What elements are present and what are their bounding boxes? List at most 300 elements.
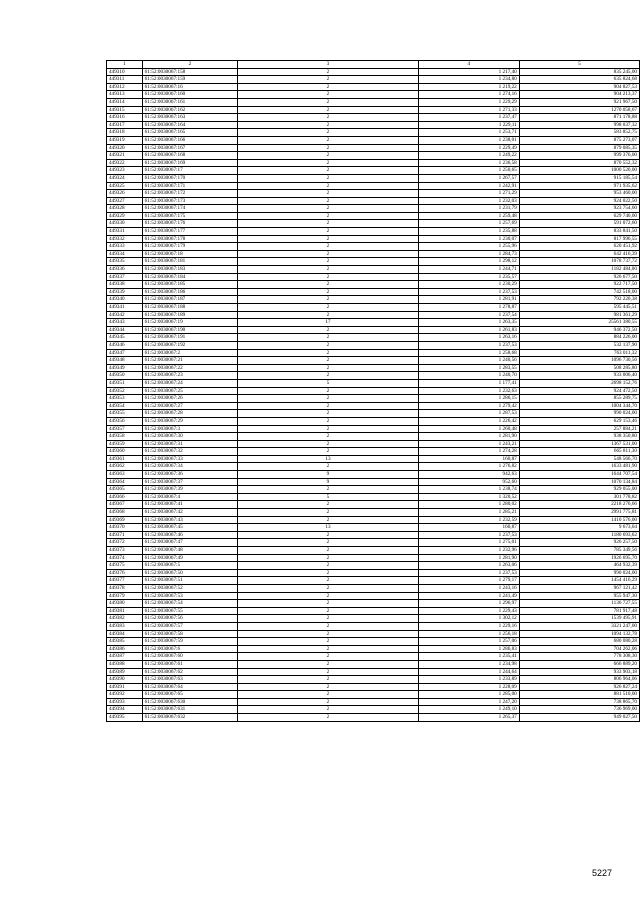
table-row	[107, 205, 640, 213]
table-row	[107, 714, 640, 722]
cadastral-number-cell: 61:52:0030067:17	[142, 167, 238, 175]
cadastral-number-cell: 61:52:0030067:174	[142, 205, 238, 213]
value-cell: 933 903,18	[519, 668, 639, 676]
area-cell: 1 237,54	[418, 311, 519, 319]
row-id-cell: 449317	[107, 121, 143, 129]
cadastral-number-cell: 61:52:0030067:192	[142, 341, 238, 349]
row-id-cell: 449387	[107, 653, 143, 661]
row-id-cell: 449340	[107, 296, 143, 304]
cadastral-number-cell: 61:52:0030067:186	[142, 288, 238, 296]
row-id-cell: 449351	[107, 379, 143, 387]
area-cell: 1 263,16	[418, 334, 519, 342]
table-row	[107, 341, 640, 349]
count-cell: 17	[238, 319, 419, 327]
value-cell: 665 811,30	[519, 448, 639, 456]
area-cell: 1 261,83	[418, 326, 519, 334]
cadastral-number-cell: 61:52:0030067:175	[142, 212, 238, 220]
area-cell: 1 231,79	[418, 205, 519, 213]
count-cell: 2	[238, 182, 419, 190]
value-cell: 921 967,50	[519, 98, 639, 106]
count-cell: 2	[238, 243, 419, 251]
table-row	[107, 448, 640, 456]
count-cell: 2	[238, 433, 419, 441]
value-cell: 1078 737,72	[519, 258, 639, 266]
value-cell: 583 852,75	[519, 129, 639, 137]
count-cell: 2	[238, 174, 419, 182]
table-row	[107, 349, 640, 357]
row-id-cell: 449319	[107, 136, 143, 144]
row-id-cell: 449346	[107, 341, 143, 349]
row-id-cell: 449331	[107, 228, 143, 236]
cadastral-number-cell: 61:52:0030067:57	[142, 622, 238, 630]
table-row	[107, 144, 640, 152]
value-cell: 1644 707,54	[519, 471, 639, 479]
table-row	[107, 266, 640, 274]
cadastral-number-cell: 61:52:0030067:46	[142, 531, 238, 539]
count-cell: 2	[238, 577, 419, 585]
table-row	[107, 622, 640, 630]
table-header-row	[107, 61, 640, 69]
cadastral-number-cell: 61:52:0030067:36	[142, 471, 238, 479]
value-cell: 924 022,50	[519, 197, 639, 205]
row-id-cell: 449365	[107, 486, 143, 494]
value-cell: 955 947,30	[519, 592, 639, 600]
row-id-cell: 449343	[107, 319, 143, 327]
cadastral-number-cell: 61:52:0030067:53	[142, 592, 238, 600]
cadastral-number-cell: 61:52:0030067:187	[142, 296, 238, 304]
area-cell: 1 232,59	[418, 516, 519, 524]
count-cell: 2	[238, 273, 419, 281]
area-cell: 1 279,17	[418, 577, 519, 585]
area-cell: 1 275,01	[418, 539, 519, 547]
value-cell: 1367 531,00	[519, 440, 639, 448]
value-cell: 971 935,62	[519, 182, 639, 190]
area-cell: 1 243,21	[418, 440, 519, 448]
value-cell: 532 137,90	[519, 341, 639, 349]
cadastral-number-cell: 61:52:0030067:49	[142, 554, 238, 562]
count-cell: 2	[238, 645, 419, 653]
cadastral-number-cell: 61:52:0030067:52	[142, 584, 238, 592]
area-cell: 1 226,42	[418, 417, 519, 425]
table-row	[107, 311, 640, 319]
area-cell: 1 257,06	[418, 638, 519, 646]
row-id-cell: 449321	[107, 152, 143, 160]
table-row	[107, 600, 640, 608]
cadastral-number-cell: 61:52:0030067:190	[142, 326, 238, 334]
value-cell: 884 226,00	[519, 334, 639, 342]
table-row	[107, 258, 640, 266]
cadastral-number-cell: 61:52:0030067:54	[142, 600, 238, 608]
table-row	[107, 653, 640, 661]
value-cell: 855 289,75	[519, 395, 639, 403]
cadastral-number-cell: 61:52:0030067:59	[142, 638, 238, 646]
area-cell: 1 233,89	[418, 676, 519, 684]
area-cell: 1 256,18	[418, 630, 519, 638]
area-cell: 1 320,52	[418, 493, 519, 501]
count-cell: 2	[238, 152, 419, 160]
table-row	[107, 106, 640, 114]
table-row	[107, 243, 640, 251]
count-cell: 2	[238, 622, 419, 630]
area-cell: 1 235,57	[418, 273, 519, 281]
area-cell: 1 237,53	[418, 531, 519, 539]
count-cell: 2	[238, 463, 419, 471]
value-cell: 871 178,88	[519, 114, 639, 122]
table-row	[107, 220, 640, 228]
value-cell: 926 827,24	[519, 683, 639, 691]
row-id-cell: 449381	[107, 607, 143, 615]
area-cell: 1 217,40	[418, 68, 519, 76]
row-id-cell: 449326	[107, 190, 143, 198]
row-id-cell: 449377	[107, 577, 143, 585]
count-cell: 2	[238, 660, 419, 668]
table-row	[107, 547, 640, 555]
table-row	[107, 509, 640, 517]
table-row	[107, 607, 640, 615]
table-row	[107, 577, 640, 585]
table-row	[107, 554, 640, 562]
area-cell: 1 259,48	[418, 212, 519, 220]
cadastral-number-cell: 61:52:0030067:43	[142, 516, 238, 524]
area-cell: 1 249,22	[418, 152, 519, 160]
area-cell: 1 219,22	[418, 83, 519, 91]
row-id-cell: 449366	[107, 493, 143, 501]
cadastral-number-cell: 61:52:0030067:630	[142, 698, 238, 706]
header-col-3: 3	[238, 61, 419, 69]
count-cell: 2	[238, 569, 419, 577]
value-cell: 1539 495,91	[519, 615, 639, 623]
cadastral-table	[106, 60, 640, 722]
value-cell: 1096 730,56	[519, 357, 639, 365]
area-cell: 1 258,68	[418, 349, 519, 357]
cadastral-number-cell: 61:52:0030067:181	[142, 258, 238, 266]
count-cell: 2	[238, 106, 419, 114]
row-id-cell: 449374	[107, 554, 143, 562]
row-id-cell: 449382	[107, 615, 143, 623]
count-cell: 2	[238, 592, 419, 600]
area-cell: 1 279,42	[418, 402, 519, 410]
cadastral-number-cell: 61:52:0030067:3	[142, 425, 238, 433]
table-row	[107, 250, 640, 258]
area-cell: 1 229,16	[418, 622, 519, 630]
area-cell: 1 235,88	[418, 228, 519, 236]
cadastral-number-cell: 61:52:0030067:62	[142, 668, 238, 676]
area-cell: 1 286,83	[418, 645, 519, 653]
area-cell: 1 271,29	[418, 190, 519, 198]
count-cell: 2	[238, 334, 419, 342]
value-cell: 923 754,60	[519, 205, 639, 213]
cadastral-number-cell: 61:52:0030067:37	[142, 478, 238, 486]
row-id-cell: 449354	[107, 402, 143, 410]
cadastral-number-cell: 61:52:0030067:32	[142, 448, 238, 456]
row-id-cell: 449371	[107, 531, 143, 539]
cadastral-number-cell: 61:52:0030067:167	[142, 144, 238, 152]
count-cell: 2	[238, 676, 419, 684]
row-id-cell: 449344	[107, 326, 143, 334]
table-row	[107, 402, 640, 410]
row-id-cell: 449359	[107, 440, 143, 448]
row-id-cell: 449339	[107, 288, 143, 296]
count-cell: 2	[238, 554, 419, 562]
cadastral-number-cell: 61:52:0030067:19	[142, 319, 238, 327]
value-cell: 929 055,00	[519, 486, 639, 494]
cadastral-number-cell: 61:52:0030067:16	[142, 83, 238, 91]
area-cell: 1 236,58	[418, 159, 519, 167]
cadastral-number-cell: 61:52:0030067:64	[142, 683, 238, 691]
cadastral-number-cell: 61:52:0030067:171	[142, 182, 238, 190]
row-id-cell: 449348	[107, 357, 143, 365]
area-cell: 1 267,57	[418, 174, 519, 182]
table-row	[107, 212, 640, 220]
area-cell: 1 265,37	[418, 714, 519, 722]
table-row	[107, 706, 640, 714]
cadastral-number-cell: 61:52:0030067:45	[142, 524, 238, 532]
value-cell: 904 213,37	[519, 91, 639, 99]
area-cell: 1 271,33	[418, 106, 519, 114]
row-id-cell: 449320	[107, 144, 143, 152]
area-cell: 1 298,12	[418, 258, 519, 266]
table-row	[107, 136, 640, 144]
count-cell: 2	[238, 281, 419, 289]
table-row	[107, 615, 640, 623]
count-cell: 2	[238, 235, 419, 243]
cadastral-number-cell: 61:52:0030067:18	[142, 250, 238, 258]
table-row	[107, 114, 640, 122]
value-cell: 666 889,20	[519, 660, 639, 668]
row-id-cell: 449329	[107, 212, 143, 220]
area-cell: 1 284,73	[418, 250, 519, 258]
value-cell: 881 510,00	[519, 691, 639, 699]
row-id-cell: 449376	[107, 569, 143, 577]
cadastral-number-cell: 61:52:0030067:21	[142, 357, 238, 365]
count-cell: 2	[238, 144, 419, 152]
count-cell: 2	[238, 653, 419, 661]
area-cell: 1 285,21	[418, 509, 519, 517]
count-cell: 2	[238, 509, 419, 517]
value-cell: 464 932,39	[519, 562, 639, 570]
count-cell: 2	[238, 395, 419, 403]
row-id-cell: 449384	[107, 630, 143, 638]
row-id-cell: 449338	[107, 281, 143, 289]
value-cell: 999 376,00	[519, 152, 639, 160]
area-cell: 1 274,28	[418, 448, 519, 456]
row-id-cell: 449395	[107, 714, 143, 722]
row-id-cell: 449358	[107, 433, 143, 441]
area-cell: 1 232,03	[418, 197, 519, 205]
area-cell: 1 281,90	[418, 433, 519, 441]
area-cell: 1 247,20	[418, 698, 519, 706]
area-cell: 1 281,91	[418, 296, 519, 304]
row-id-cell: 449311	[107, 76, 143, 84]
count-cell: 2	[238, 136, 419, 144]
value-cell: 981 361,29	[519, 311, 639, 319]
cadastral-number-cell: 61:52:0030067:172	[142, 190, 238, 198]
area-cell: 1 253,71	[418, 129, 519, 137]
value-cell: 915 185,54	[519, 174, 639, 182]
cadastral-number-cell: 61:52:0030067:632	[142, 714, 238, 722]
row-id-cell: 449322	[107, 159, 143, 167]
count-cell: 2	[238, 615, 419, 623]
area-cell: 1 237,53	[418, 341, 519, 349]
table-row	[107, 668, 640, 676]
area-cell: 1 296,97	[418, 600, 519, 608]
row-id-cell: 449389	[107, 668, 143, 676]
area-cell: 1 287,53	[418, 410, 519, 418]
value-cell: 1270 058,67	[519, 106, 639, 114]
value-cell: 781 917,48	[519, 607, 639, 615]
table-row	[107, 288, 640, 296]
value-cell: 926 257,50	[519, 539, 639, 547]
cadastral-number-cell: 61:52:0030067:56	[142, 615, 238, 623]
count-cell: 9	[238, 478, 419, 486]
value-cell: 25561 380,55	[519, 319, 639, 327]
row-id-cell: 449370	[107, 524, 143, 532]
row-id-cell: 449388	[107, 660, 143, 668]
count-cell: 2	[238, 683, 419, 691]
value-cell: 949 027,50	[519, 714, 639, 722]
count-cell: 2	[238, 91, 419, 99]
row-id-cell: 449325	[107, 182, 143, 190]
table-row	[107, 379, 640, 387]
count-cell: 2	[238, 417, 419, 425]
value-cell: 922 717,50	[519, 281, 639, 289]
cadastral-number-cell: 61:52:0030067:22	[142, 364, 238, 372]
count-cell: 2	[238, 364, 419, 372]
count-cell: 2	[238, 311, 419, 319]
cadastral-number-cell: 61:52:0030067:39	[142, 486, 238, 494]
cadastral-number-cell: 61:52:0030067:34	[142, 463, 238, 471]
value-cell: 736 969,00	[519, 706, 639, 714]
count-cell: 2	[238, 304, 419, 312]
area-cell: 1 283,55	[418, 364, 519, 372]
value-cell: 508 285,80	[519, 364, 639, 372]
area-cell: 1 238,01	[418, 136, 519, 144]
table-row	[107, 683, 640, 691]
area-cell: 1 232,96	[418, 547, 519, 555]
value-cell: 2218 276,66	[519, 501, 639, 509]
cadastral-number-cell: 61:52:0030067:176	[142, 220, 238, 228]
row-id-cell: 449337	[107, 273, 143, 281]
value-cell: 629 153,46	[519, 417, 639, 425]
value-cell: 9 673,04	[519, 524, 639, 532]
value-cell: 2698 152,76	[519, 379, 639, 387]
count-cell: 2	[238, 668, 419, 676]
cadastral-number-cell: 61:52:0030067:160	[142, 91, 238, 99]
count-cell: 2	[238, 296, 419, 304]
table-row	[107, 304, 640, 312]
count-cell: 2	[238, 607, 419, 615]
table-row	[107, 326, 640, 334]
cadastral-number-cell: 61:52:0030067:50	[142, 569, 238, 577]
value-cell: 806 964,06	[519, 676, 639, 684]
cadastral-number-cell: 61:52:0030067:159	[142, 76, 238, 84]
value-cell: 1180 693,62	[519, 531, 639, 539]
row-id-cell: 449368	[107, 509, 143, 517]
table-row	[107, 281, 640, 289]
cadastral-number-cell: 61:52:0030067:183	[142, 266, 238, 274]
area-cell: 1 234,98	[418, 660, 519, 668]
count-cell: 2	[238, 600, 419, 608]
table-row	[107, 433, 640, 441]
cadastral-number-cell: 61:52:0030067:631	[142, 706, 238, 714]
row-id-cell: 449380	[107, 600, 143, 608]
row-id-cell: 449330	[107, 220, 143, 228]
row-id-cell: 449375	[107, 562, 143, 570]
value-cell: 875 273,07	[519, 136, 639, 144]
table-row	[107, 334, 640, 342]
row-id-cell: 449323	[107, 167, 143, 175]
count-cell: 2	[238, 197, 419, 205]
row-id-cell: 449352	[107, 387, 143, 395]
area-cell: 1 241,49	[418, 592, 519, 600]
table-body	[107, 61, 640, 722]
area-cell: 1 250,65	[418, 167, 519, 175]
count-cell: 2	[238, 698, 419, 706]
row-id-cell: 449332	[107, 235, 143, 243]
row-id-cell: 449390	[107, 676, 143, 684]
area-cell: 1 285,00	[418, 691, 519, 699]
count-cell: 2	[238, 129, 419, 137]
area-cell: 1 274,16	[418, 91, 519, 99]
area-cell: 1 238,74	[418, 486, 519, 494]
cadastral-number-cell: 61:52:0030067:4	[142, 493, 238, 501]
value-cell: 548 566,70	[519, 455, 639, 463]
cadastral-number-cell: 61:52:0030067:184	[142, 273, 238, 281]
area-cell: 1 257,69	[418, 220, 519, 228]
row-id-cell: 449364	[107, 478, 143, 486]
value-cell: 879 085,35	[519, 144, 639, 152]
value-cell: 1182 484,00	[519, 266, 639, 274]
row-id-cell: 449367	[107, 501, 143, 509]
cadastral-number-cell: 61:52:0030067:48	[142, 547, 238, 555]
value-cell: 967 121,42	[519, 584, 639, 592]
table-row	[107, 638, 640, 646]
row-id-cell: 449391	[107, 683, 143, 691]
count-cell: 2	[238, 326, 419, 334]
count-cell: 2	[238, 98, 419, 106]
value-cell: 635 824,68	[519, 76, 639, 84]
cadastral-number-cell: 61:52:0030067:6	[142, 645, 238, 653]
count-cell: 2	[238, 258, 419, 266]
value-cell: 591 072,60	[519, 220, 639, 228]
cadastral-number-cell: 61:52:0030067:60	[142, 653, 238, 661]
row-id-cell: 449328	[107, 205, 143, 213]
area-cell: 1 249,10	[418, 706, 519, 714]
cadastral-number-cell: 61:52:0030067:162	[142, 106, 238, 114]
area-cell: 1 240,56	[418, 357, 519, 365]
area-cell: 1 243,16	[418, 584, 519, 592]
cadastral-number-cell: 61:52:0030067:168	[142, 152, 238, 160]
area-cell: 1 242,91	[418, 182, 519, 190]
count-cell: 2	[238, 266, 419, 274]
value-cell: 1410 576,00	[519, 516, 639, 524]
row-id-cell: 449379	[107, 592, 143, 600]
value-cell: 620 451,92	[519, 243, 639, 251]
table-row	[107, 501, 640, 509]
count-cell: 2	[238, 448, 419, 456]
table-row	[107, 273, 640, 281]
row-id-cell: 449383	[107, 622, 143, 630]
cadastral-number-cell: 61:52:0030067:63	[142, 676, 238, 684]
count-cell: 2	[238, 167, 419, 175]
value-cell: 257 884,21	[519, 425, 639, 433]
cadastral-number-cell: 61:52:0030067:188	[142, 304, 238, 312]
cadastral-number-cell: 61:52:0030067:24	[142, 379, 238, 387]
page-number: 5227	[591, 868, 612, 878]
table-row	[107, 235, 640, 243]
table-row	[107, 228, 640, 236]
area-cell: 1 229,11	[418, 121, 519, 129]
